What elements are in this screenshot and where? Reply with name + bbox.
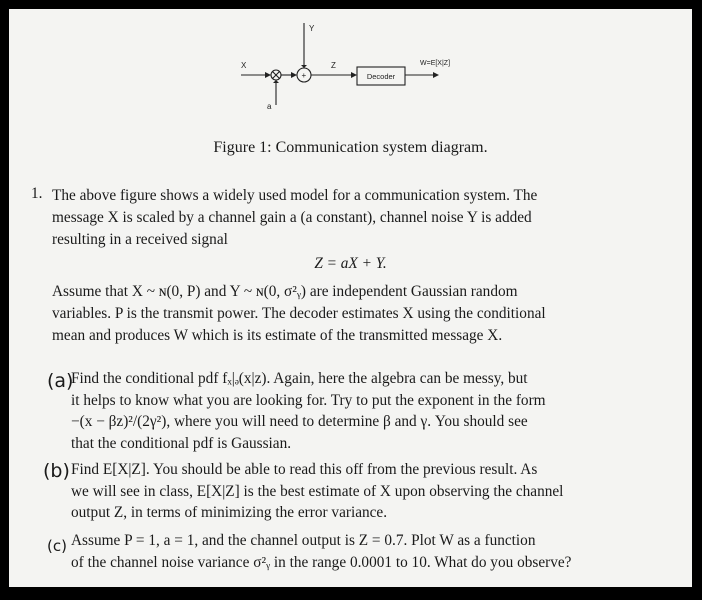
diagram-z-label: Z (331, 61, 336, 70)
assume-line: mean and produces W which is its estimate of the transmitted message X. (52, 327, 503, 344)
diagram-x-label: X (241, 61, 247, 70)
part-a-line: Find the conditional pdf fₓ|ₔ(x|z). Again, here the algebra can be messy, but (71, 370, 528, 387)
signal-equation: Z = aX + Y. (314, 255, 387, 272)
part-a-label: (a) (47, 370, 74, 392)
part-c-text (71, 530, 571, 573)
diagram-w-label: W=E[X|Z] (420, 60, 451, 67)
intro-line: The above figure shows a widely used model for a communication system. The (52, 187, 538, 204)
intro-line: message X is scaled by a channel gain a (a constant), channel noise Y is added (52, 209, 532, 226)
figure-caption: Figure 1: Communication system diagram. (213, 139, 488, 156)
diagram-y-label: Y (309, 24, 315, 33)
intro-line: resulting in a received signal (52, 231, 228, 248)
part-b-line: Find E[X|Z]. You should be able to read this off from the previous result. As (71, 461, 538, 478)
part-a-line: it helps to know what you are looking for. Try to put the exponent in the form (71, 391, 546, 409)
part-c-line: of the channel noise variance σ²ᵧ in the range 0.0001 to 10. What do you observe? (71, 553, 572, 571)
problem-assumptions (52, 281, 546, 347)
decoder-label: Decoder (366, 72, 396, 81)
assume-line: Assume that X ~ ɴ(0, P) and Y ~ ɴ(0, σ²ᵧ) are independent Gaussian random (52, 283, 518, 300)
part-b-line: output Z, in terms of minimizing the error variance. (71, 504, 388, 521)
assume-line: variables. P is the transmit power. The decoder estimates X using the conditional (52, 305, 546, 322)
part-a-line: that the conditional pdf is Gaussian. (71, 434, 292, 452)
part-b-text (71, 459, 563, 524)
part-c-line: Assume P = 1, a = 1, and the channel output is Z = 0.7. Plot W as a function (71, 532, 536, 549)
diagram-a-label: a (267, 102, 272, 111)
part-b-label: (b) (43, 460, 70, 482)
part-a-line: −(x − βz)²/(2γ²), where you will need to determine β and γ. You should see (71, 413, 528, 430)
problem-number: 1. (31, 185, 43, 202)
document-page (9, 9, 692, 587)
part-c-label: (c) (47, 537, 67, 555)
part-a-text (71, 368, 546, 454)
diagram-plus-label: + (301, 71, 307, 80)
communication-system-diagram (9, 9, 692, 139)
problem-intro (52, 185, 537, 251)
part-b-line: we will see in class, E[X|Z] is the best estimate of X upon observing the channel (71, 482, 564, 500)
